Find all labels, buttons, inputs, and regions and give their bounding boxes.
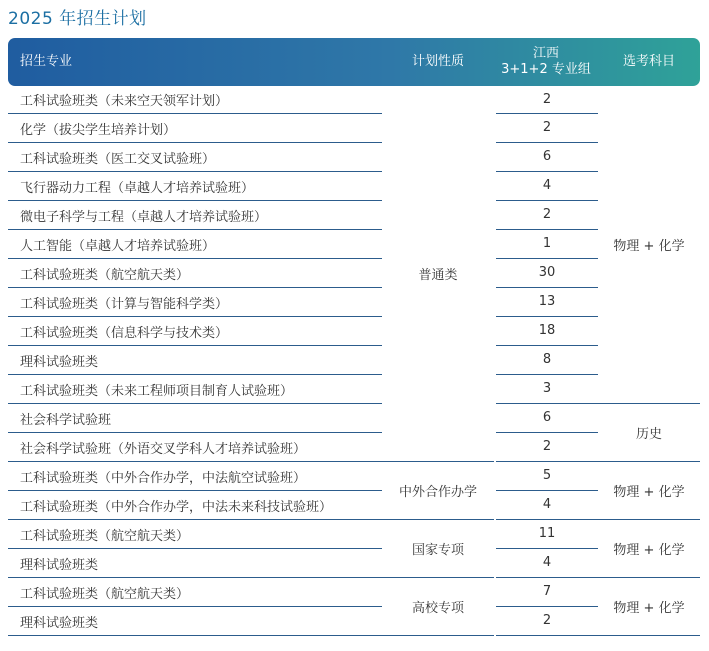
table-row <box>8 375 700 404</box>
count-cell: 1 <box>494 230 598 259</box>
count-cell: 2 <box>494 607 598 636</box>
major-cell: 工科试验班类（中外合作办学，中法未来科技试验班） <box>8 491 382 520</box>
table-row <box>8 520 700 549</box>
major-cell: 工科试验班类（未来工程师项目制育人试验班） <box>8 375 382 404</box>
header-major: 招生专业 <box>8 38 382 86</box>
subject-cell: 物理 + 化学 <box>598 578 700 636</box>
count-cell: 6 <box>494 143 598 172</box>
major-cell: 理科试验班类 <box>8 549 382 578</box>
major-cell: 工科试验班类（航空航天类） <box>8 578 382 607</box>
header-region <box>494 38 598 86</box>
major-cell: 工科试验班类（信息科学与技术类） <box>8 317 382 346</box>
major-cell: 工科试验班类（未来空天领军计划） <box>8 86 382 114</box>
subject-cell: 物理 + 化学 <box>598 86 700 404</box>
subject-cell: 物理 + 化学 <box>598 520 700 578</box>
major-cell: 微电子科学与工程（卓越人才培养试验班） <box>8 201 382 230</box>
header-region-line2: 3+1+2 专业组 <box>501 62 591 77</box>
major-cell: 社会科学试验班 <box>8 404 382 433</box>
major-cell: 人工智能（卓越人才培养试验班） <box>8 230 382 259</box>
major-cell: 工科试验班类（计算与智能科学类） <box>8 288 382 317</box>
count-cell: 5 <box>494 462 598 491</box>
table-row <box>8 462 700 491</box>
table-row <box>8 114 700 143</box>
major-cell: 化学（拔尖学生培养计划） <box>8 114 382 143</box>
subject-cell: 物理 + 化学 <box>598 462 700 520</box>
count-cell: 13 <box>494 288 598 317</box>
major-cell: 社会科学试验班（外语交叉学科人才培养试验班） <box>8 433 382 462</box>
count-cell: 4 <box>494 549 598 578</box>
count-cell: 2 <box>494 433 598 462</box>
major-cell: 飞行器动力工程（卓越人才培养试验班） <box>8 172 382 201</box>
table-row <box>8 172 700 201</box>
count-cell: 11 <box>494 520 598 549</box>
nature-cell: 高校专项 <box>382 578 494 636</box>
table-row <box>8 607 700 636</box>
table-row <box>8 86 700 114</box>
page-title: 2025 年招生计划 <box>8 9 147 29</box>
nature-cell: 普通类 <box>382 86 494 462</box>
major-cell: 工科试验班类（中外合作办学，中法航空试验班） <box>8 462 382 491</box>
count-cell: 2 <box>494 86 598 114</box>
table-row <box>8 433 700 462</box>
header-subject: 选考科目 <box>598 38 700 86</box>
count-cell: 4 <box>494 491 598 520</box>
count-cell: 18 <box>494 317 598 346</box>
major-cell: 工科试验班类（航空航天类） <box>8 520 382 549</box>
table-row <box>8 288 700 317</box>
table-row <box>8 317 700 346</box>
count-cell: 7 <box>494 578 598 607</box>
count-cell: 4 <box>494 172 598 201</box>
table-row <box>8 230 700 259</box>
count-cell: 2 <box>494 114 598 143</box>
table-row <box>8 578 700 607</box>
subject-cell: 历史 <box>598 404 700 462</box>
count-cell: 6 <box>494 404 598 433</box>
table-row <box>8 143 700 172</box>
table-row <box>8 491 700 520</box>
table-row <box>8 259 700 288</box>
count-cell: 30 <box>494 259 598 288</box>
major-cell: 理科试验班类 <box>8 607 382 636</box>
nature-cell: 中外合作办学 <box>382 462 494 520</box>
table-row <box>8 549 700 578</box>
enrollment-plan-table <box>8 38 700 636</box>
count-cell: 8 <box>494 346 598 375</box>
table-row <box>8 346 700 375</box>
table-row <box>8 201 700 230</box>
major-cell: 工科试验班类（医工交叉试验班） <box>8 143 382 172</box>
header-region-line1: 江西 <box>532 46 559 61</box>
table-header-row <box>8 38 700 86</box>
count-cell: 3 <box>494 375 598 404</box>
count-cell: 2 <box>494 201 598 230</box>
table-row <box>8 404 700 433</box>
major-cell: 理科试验班类 <box>8 346 382 375</box>
major-cell: 工科试验班类（航空航天类） <box>8 259 382 288</box>
header-nature: 计划性质 <box>382 38 494 86</box>
nature-cell: 国家专项 <box>382 520 494 578</box>
